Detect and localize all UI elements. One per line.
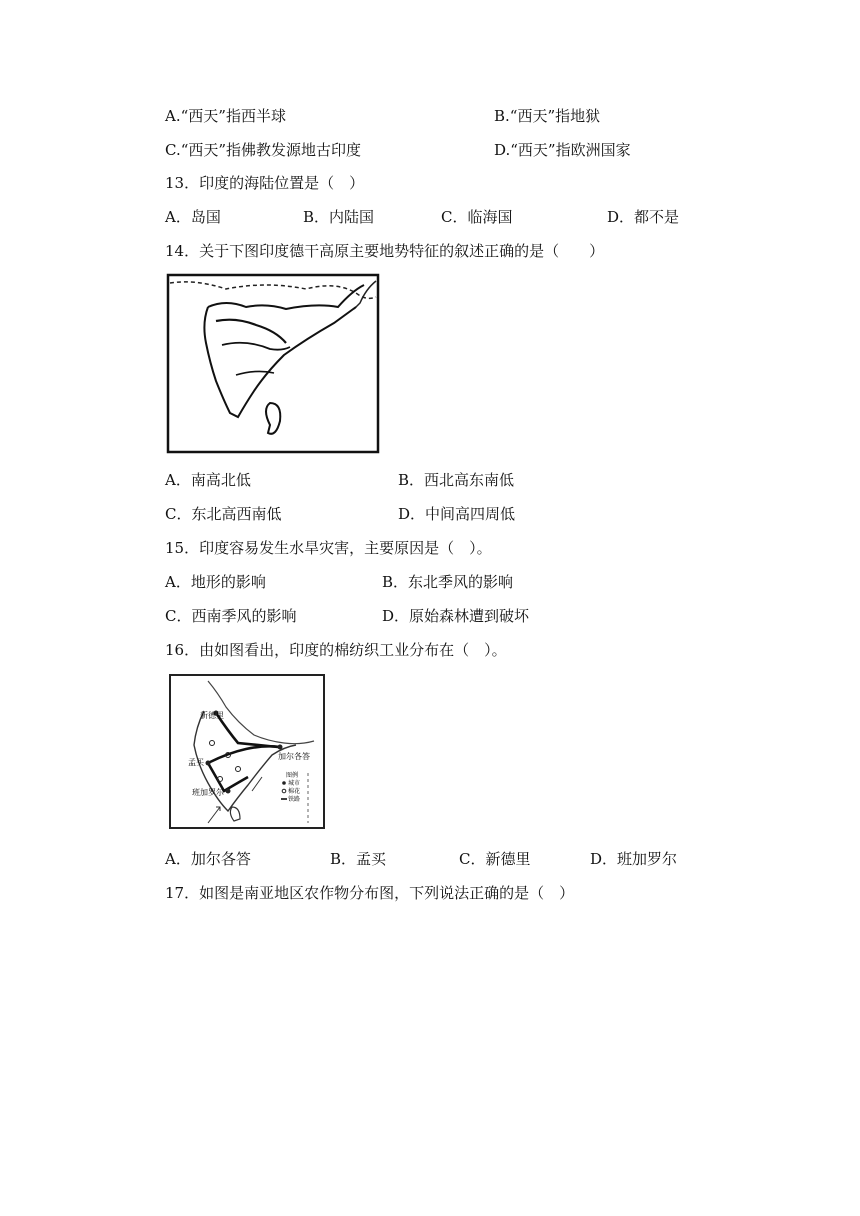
q13-option-d: D．都不是 bbox=[607, 208, 680, 226]
map-legend-title: 图例 bbox=[286, 772, 299, 779]
q12-option-b: B.“西天”指地狱 bbox=[494, 107, 601, 125]
q12-option-d: D.“西天”指欧洲国家 bbox=[494, 141, 631, 159]
map-legend-city: 城市 bbox=[288, 780, 301, 787]
q14-option-b: B．西北高东南低 bbox=[398, 471, 515, 489]
q15-stem: 15．印度容易发生水旱灾害，主要原因是（ ）。 bbox=[165, 539, 492, 557]
map-label-kolkata: 加尔各答 bbox=[278, 752, 310, 761]
q14-stem: 14．关于下图印度德干高原主要地势特征的叙述正确的是（ ） bbox=[165, 242, 605, 260]
map-label-mumbai: 孟买 bbox=[188, 758, 204, 767]
q12-option-c: C.“西天”指佛教发源地古印度 bbox=[165, 141, 362, 159]
map-legend-cotton: 棉花 bbox=[288, 788, 301, 795]
q17-stem: 17．如图是南亚地区农作物分布图，下列说法正确的是（ ） bbox=[165, 884, 575, 902]
q15-option-a: A．地形的影响 bbox=[165, 573, 266, 591]
q16-option-c: C．新德里 bbox=[459, 850, 531, 868]
q15-option-c: C．西南季风的影响 bbox=[165, 607, 297, 625]
q16-option-a: A．加尔各答 bbox=[165, 850, 251, 868]
q14-option-d: D．中间高四周低 bbox=[398, 505, 516, 523]
q15-option-b: B．东北季风的影响 bbox=[382, 573, 514, 591]
q14-option-c: C．东北高西南低 bbox=[165, 505, 282, 523]
q13-option-b: B．内陆国 bbox=[303, 208, 375, 226]
map-label-bangalore: 班加罗尔 bbox=[192, 788, 224, 797]
q16-stem: 16．由如图看出，印度的棉纺织工业分布在（ ）。 bbox=[165, 641, 507, 659]
q13-option-a: A．岛国 bbox=[165, 208, 221, 226]
map-legend-rail: 铁路 bbox=[288, 796, 301, 803]
q16-option-b: B．孟买 bbox=[330, 850, 387, 868]
india-cotton-industry-map bbox=[168, 673, 326, 830]
q15-option-d: D．原始森林遭到破坏 bbox=[382, 607, 530, 625]
q13-stem: 13．印度的海陆位置是（ ） bbox=[165, 174, 365, 192]
q12-option-a: A.“西天”指西半球 bbox=[165, 107, 286, 125]
deccan-plateau-map bbox=[166, 273, 380, 454]
q14-option-a: A．南高北低 bbox=[165, 471, 251, 489]
q13-option-c: C．临海国 bbox=[441, 208, 513, 226]
q16-option-d: D．班加罗尔 bbox=[590, 850, 678, 868]
map-label-new-delhi: 新德里 bbox=[200, 711, 224, 720]
